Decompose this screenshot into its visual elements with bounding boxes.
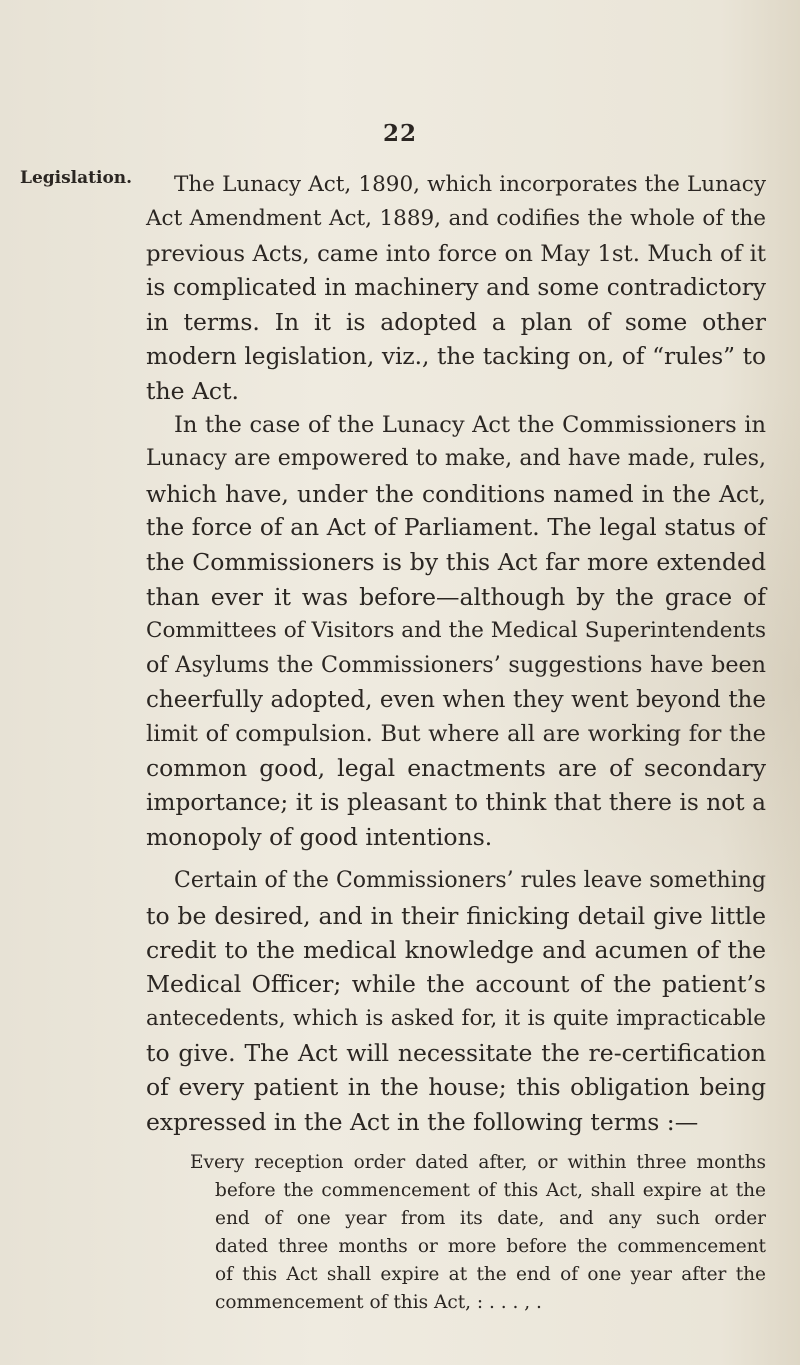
paragraph-line: Certain of the Commissioners’ rules leave something [174, 868, 766, 893]
paragraph-line: modern legislation, viz., the tacking on, of “rules” to [146, 343, 766, 370]
quote-line: before the commencement of this Act, shall expire at the [215, 1180, 766, 1201]
paragraph-line: to be desired, and in their finicking detail give little [146, 902, 766, 930]
page-number: 22 [382, 120, 417, 147]
quote-line: of this Act shall expire at the end of one year after the [215, 1264, 766, 1285]
paragraph-line: is complicated in machinery and some contradictory [146, 274, 766, 301]
paragraph-line: The Lunacy Act, 1890, which incorporates the Lunacy [174, 172, 766, 197]
paragraph-line: common good, legal enactments are of secondary [146, 754, 766, 782]
paragraph-line: of Asylums the Commissioners’ suggestions have been [146, 652, 766, 678]
quote-line: Every reception order dated after, or within three months [190, 1152, 766, 1173]
paragraph-line: Medical Officer; while the account of the patient’s [146, 970, 766, 998]
paragraph-line: to give. The Act will necessitate the re-certification [146, 1039, 766, 1067]
paragraph-line: credit to the medical knowledge and acumen of the [146, 936, 766, 964]
paragraph-line: in terms. In it is adopted a plan of some other [146, 308, 766, 336]
paragraph-line: than ever it was before—although by the grace of [146, 583, 766, 611]
paragraph-line: cheerfully adopted, even when they went beyond the [146, 687, 766, 713]
paragraph-line: the Act. [146, 377, 240, 405]
paragraph-line: expressed in the Act in the following terms :— [146, 1108, 699, 1136]
paragraph-line: Act Amendment Act, 1889, and codifies the whole of the [146, 206, 766, 231]
paragraph-line: of every patient in the house; this obligation being [146, 1073, 766, 1101]
paragraph-line: the Commissioners is by this Act far more extended [146, 548, 766, 576]
quote-line: commencement of this Act, : . . . , . [215, 1292, 542, 1313]
paragraph-line: which have, under the conditions named in the Act, [146, 480, 766, 508]
paragraph-line: Lunacy are empowered to make, and have made, rules, [146, 446, 766, 471]
paragraph-line: antecedents, which is asked for, it is quite impracticable [146, 1006, 766, 1031]
paragraph-line: importance; it is pleasant to think that there is not a [146, 789, 766, 816]
margin-note: Legislation. [20, 168, 133, 188]
paragraph-line: monopoly of good intentions. [146, 823, 493, 851]
paragraph-line: limit of compulsion. But where all are working for the [146, 721, 766, 747]
quote-line: end of one year from its date, and any such order [215, 1208, 766, 1229]
paragraph-line: Committees of Visitors and the Medical Superintendents [146, 618, 766, 643]
quote-line: dated three months or more before the commencement [215, 1236, 766, 1257]
paragraph-line: In the case of the Lunacy Act the Commissioners in [174, 412, 766, 438]
paragraph-line: previous Acts, came into force on May 1st. Much of it [146, 241, 766, 267]
paragraph-line: the force of an Act of Parliament. The legal status of [146, 514, 766, 541]
